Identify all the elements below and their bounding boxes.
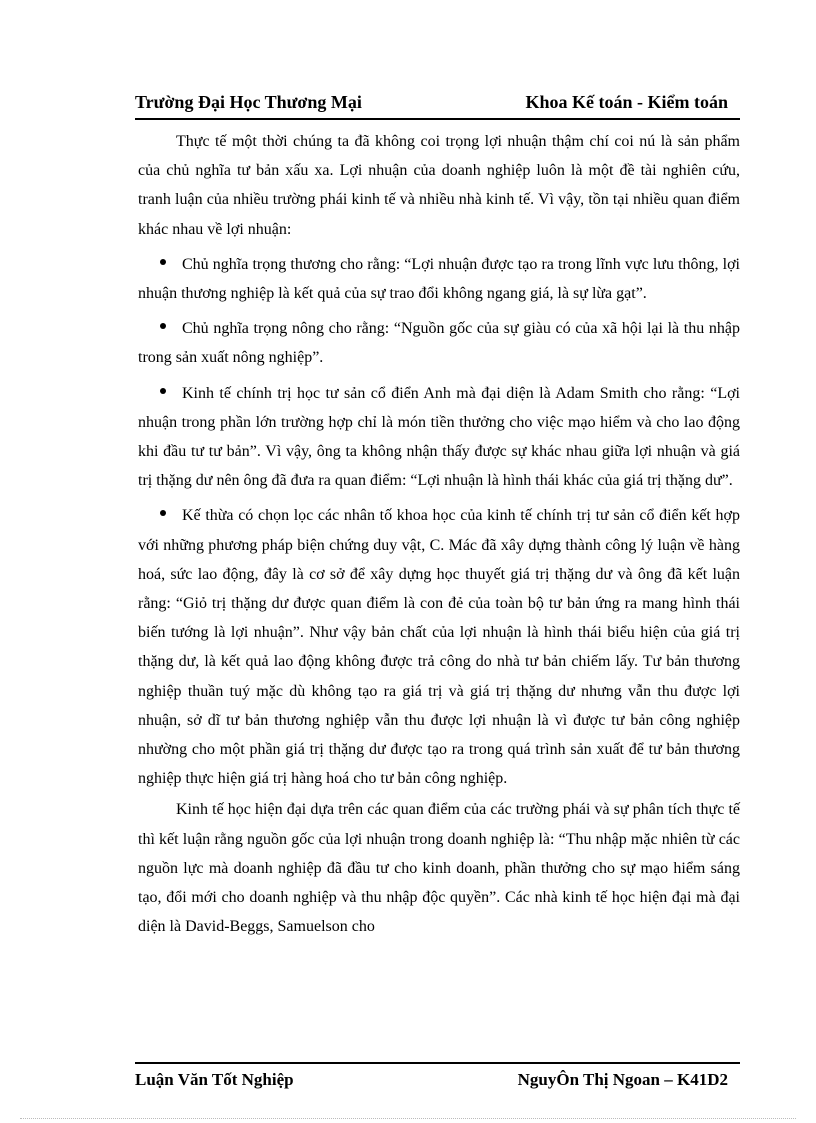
paragraph-modern: Kinh tế học hiện đại dựa trên các quan điểm của các trường phái và sự phân tích thực tế thì kết luận rằng nguồn gốc của lợi nhuận trong doanh nghiệp là: “Thu nhập mặc nhiên từ các nguồn lực mà doanh nghiệp đã đầu tư cho kinh doanh, phần thưởng cho sự mạo hiểm sáng tạo, đổi mới cho doanh nghiệp và thu nhập độc quyền”. Các nhà kinh tế học hiện đại mà đại diện là David-Beggs, Samuelson cho bbox=[138, 801, 740, 936]
page-header bbox=[135, 92, 740, 120]
bullet-text: Kinh tế chính trị học tư sản cổ điển Anh mà đại diện là Adam Smith cho rằng: “Lợi nhuận trong phần lớn trường hợp chỉ là món tiền thưởng cho việc mạo hiểm và cho lao động khi đầu tư tư bản”. Vì vậy, ông ta không nhận thấy được sự khác nhau giữa lợi nhuận và giá trị thặng dư nên ông đã đưa ra quan điểm: “Lợi nhuận là hình thái khác của giá trị thặng dư”. bbox=[138, 384, 740, 490]
page-footer bbox=[135, 1062, 740, 1104]
footer-title: Luận Văn Tốt Nghiệp bbox=[135, 1070, 294, 1089]
header-school: Trường Đại Học Thương Mại bbox=[135, 92, 362, 112]
footer-author: NguyÔn Thị Ngoan – K41D2 bbox=[517, 1070, 728, 1089]
paragraph-intro: Thực tế một thời chúng ta đã không coi trọng lợi nhuận thậm chí coi nú là sản phẩm của chủ nghĩa tư bản xấu xa. Lợi nhuận của doanh nghiệp luôn là một đề tài nghiên cứu, tranh luận của nhiều trường phái kinh tế và nhiều nhà kinh tế. Vì vậy, tồn tại nhiều quan điểm khác nhau về lợi nhuận: bbox=[138, 133, 740, 238]
bullet-icon bbox=[160, 259, 166, 265]
bullet-text: Chủ nghĩa trọng nông cho rằng: “Nguồn gốc của sự giàu có của xã hội lại là thu nhập trong sản xuất nông nghiệp”. bbox=[138, 320, 740, 367]
page-bottom-divider bbox=[20, 1118, 796, 1119]
page-body bbox=[138, 127, 740, 941]
bullet-item bbox=[138, 250, 740, 308]
bullet-item bbox=[138, 501, 740, 793]
bullet-text: Kế thừa có chọn lọc các nhân tố khoa học của kinh tế chính trị tư sản cổ điển kết hợp với những phương pháp biện chứng duy vật, C. Mác đã xây dựng thành công lý luận về hàng hoá, sức lao động, đây là cơ sở để xây dựng học thuyết giá trị thặng dư và ông đã kết luận rằng: “Giỏ trị thặng dư được quan điểm là con đẻ của toàn bộ tư bản ứng ra mang hình thái biến tướng là lợi nhuận”. Như vậy bản chất của lợi nhuận là hình thái biểu hiện của giá trị thặng dư, là kết quả lao động không được trả công do nhà tư bản chiếm lấy. Tư bản thương nghiệp thuần tuý mặc dù không tạo ra giá trị và giá trị thặng dư nhưng vẫn thu được lợi nhuận, sở dĩ tư bản thương nghiệp vẫn thu được lợi nhuận là vì được tư bản công nghiệp nhường cho một phần giá trị thặng dư được tạo ra trong quá trình sản xuất để tư bản thương nghiệp thực hiện giá trị hàng hoá cho tư bản công nghiệp. bbox=[138, 507, 740, 788]
bullet-icon bbox=[160, 388, 166, 394]
bullet-item bbox=[138, 314, 740, 372]
header-faculty: Khoa Kế toán - Kiểm toán bbox=[525, 92, 728, 112]
bullet-text: Chủ nghĩa trọng thương cho rằng: “Lợi nhuận được tạo ra trong lĩnh vực lưu thông, lợi nhuận thương nghiệp là kết quả của sự trao đổi không ngang giá, là sự lừa gạt”. bbox=[138, 255, 740, 303]
bullet-item bbox=[138, 379, 740, 496]
